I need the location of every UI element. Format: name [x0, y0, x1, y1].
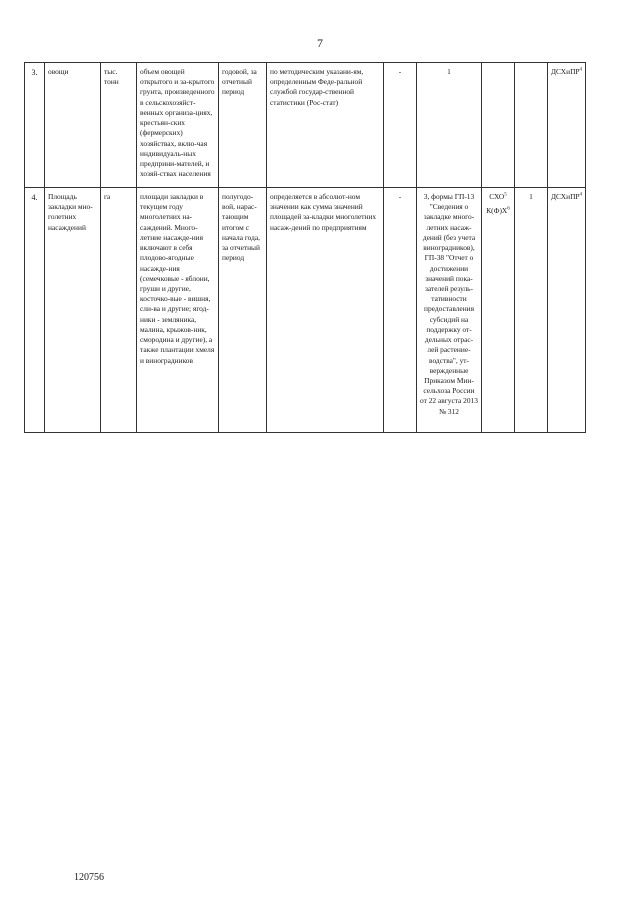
periodicity: полугодо-вой, нарас-тающим итогом с начала года, за отчетный период [219, 188, 267, 433]
indicator-definition: площади закладки в текущем году многолетних на-саждений. Много-летние насажде-ния включают в себя плодово-ягодные насажде-ния (семечковые - яблони, груши и другие, косточко-вые - вишня, сли-ва и другие; ягод-ники - земляника, малина, крыжов-ник, смородина и другие), а также плантации хмеля и виноградников [137, 188, 219, 433]
indicator-name: овощи [45, 63, 101, 188]
page-number: 7 [317, 36, 323, 50]
responsible-department [548, 63, 586, 188]
calculation-method: по методическим указани-ям, определенным Феде-ральной службой государ-ственной статистики (Рос-стат) [267, 63, 384, 188]
responsible-name: ДСХиПР [551, 192, 580, 201]
indicators-table [24, 62, 586, 433]
collection-method-a: СХО [489, 192, 505, 201]
collection-method [482, 188, 515, 433]
responsible-department [548, 188, 586, 433]
unit-of-measure: тыс. тонн [101, 63, 137, 188]
table-row [25, 188, 586, 433]
table-row [25, 63, 586, 188]
data-source: 1 [417, 63, 482, 188]
algorithm: - [384, 63, 417, 188]
timing: 1 [515, 188, 548, 433]
responsible-footnote: 4 [579, 192, 583, 198]
timing [515, 63, 548, 188]
indicator-definition: объем овощей открытого и за-крытого грунта, произведенного в сельскохозяйст-венных организа-циях, крестьян-ских (фермерских) хозяйствах, вклю-чая индивидуаль-ных предприни-мателей, и хозяй-ствах населения [137, 63, 219, 188]
responsible-footnote: 4 [579, 67, 583, 73]
unit-of-measure: га [101, 188, 137, 433]
periodicity: годовой, за отчетный период [219, 63, 267, 188]
row-number: 4. [25, 188, 45, 433]
data-source: 3, формы ГП-13 "Сведения о закладке много-летних насаж-дений (без учета виноградников), ГП-38 "Отчет о достижении значений пока-зателей резуль-тативности предоставления субсидий на поддержку от-дельных отрас-лей растение-водства", ут-вержденные Приказом Мин-сельхоза России от 22 августа 2013 № 312 [417, 188, 482, 433]
row-number: 3. [25, 63, 45, 188]
responsible-name: ДСХиПР [551, 67, 580, 76]
document-id: 120756 [74, 872, 104, 883]
calculation-method: определяется в абсолют-ном значении как сумма значений площадей за-кладки многолетних насаж-дений по предприятиям [267, 188, 384, 433]
collection-method-a-footnote: 5 [504, 192, 507, 198]
indicator-name: Площадь закладки мно-голетних насаждений [45, 188, 101, 433]
collection-method [482, 63, 515, 188]
collection-method-b: К(Ф)Х [486, 206, 508, 216]
collection-method-b-footnote: 6 [507, 206, 510, 212]
algorithm: - [384, 188, 417, 433]
